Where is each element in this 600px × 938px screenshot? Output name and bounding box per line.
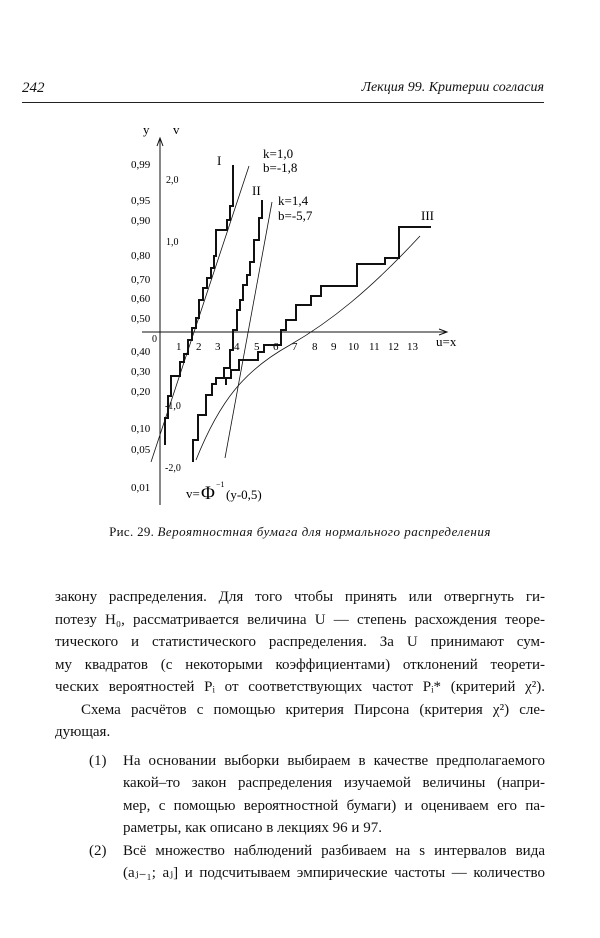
formula-v: v= bbox=[186, 486, 200, 501]
curve-II-label: II bbox=[252, 183, 261, 198]
x-ticks bbox=[176, 341, 419, 353]
x-tick: 5 bbox=[254, 341, 260, 353]
probability-paper-figure bbox=[0, 110, 600, 520]
paragraph-line: тического и статистического распределения. За U принимают сум- bbox=[55, 634, 545, 650]
y-tick: 0,70 bbox=[131, 274, 151, 286]
y-tick: 0,95 bbox=[131, 195, 151, 207]
x-tick: 7 bbox=[292, 341, 298, 353]
list-item-line: мер, с помощью вероятностной бумаги) и оцениваем его па- bbox=[123, 797, 545, 814]
y-tick: 0,05 bbox=[131, 444, 151, 456]
list-item-number: (2) bbox=[89, 842, 107, 859]
y-tick: 0,30 bbox=[131, 366, 151, 378]
list-item-line: На основании выборки выбираем в качестве предполагаемого bbox=[123, 752, 545, 769]
formula-exponent: −1 bbox=[216, 480, 225, 489]
curve-II-b: b=-5,7 bbox=[278, 208, 313, 223]
axis-u-label: u=x bbox=[436, 334, 457, 349]
step-curve-II bbox=[193, 200, 262, 462]
x-tick: 2 bbox=[196, 341, 202, 353]
curve-I-label: I bbox=[217, 153, 222, 168]
v-tick: -2,0 bbox=[165, 463, 181, 474]
y-ticks bbox=[131, 159, 151, 494]
y-tick: 0,60 bbox=[131, 293, 151, 305]
y-tick: 0,50 bbox=[131, 313, 151, 325]
paragraph-line: закону распределения. Для того чтобы принять или отвергнуть ги- bbox=[55, 589, 545, 605]
y-tick: 0,90 bbox=[131, 215, 151, 227]
running-header bbox=[0, 0, 600, 110]
y-tick: 0,10 bbox=[131, 423, 151, 435]
figure-caption bbox=[0, 524, 600, 540]
v-ticks bbox=[165, 175, 181, 474]
page-number: 242 bbox=[22, 80, 45, 96]
step-curve-III bbox=[226, 227, 431, 385]
list-item-line: (aⱼ₋₁; aⱼ] и подсчитываем эмпирические частоты — количество bbox=[123, 865, 545, 881]
v-tick: -1,0 bbox=[165, 401, 181, 412]
body-text bbox=[55, 586, 545, 885]
x-tick: 11 bbox=[369, 341, 380, 353]
x-tick: 3 bbox=[215, 341, 221, 353]
lecture-title: Лекция 99. Критерии согласия bbox=[361, 80, 544, 95]
x-tick: 8 bbox=[312, 341, 318, 353]
header-rule bbox=[22, 102, 544, 103]
list-item-line: какой–то закон распределения изучаемой величины (напри- bbox=[123, 775, 545, 791]
fit-curve-III bbox=[196, 236, 420, 460]
list-item-line: Всё множество наблюдений разбиваем на s интервалов вида bbox=[123, 842, 545, 859]
paragraph-line: ческих вероятностей Pᵢ от соответствующих частот Pᵢ* (критерий χ²). bbox=[55, 679, 545, 695]
curve-I-k: k=1,0 bbox=[263, 146, 294, 161]
x-tick: 13 bbox=[407, 341, 418, 353]
v-tick: 2,0 bbox=[166, 175, 179, 186]
curve-II-k: k=1,4 bbox=[278, 193, 309, 208]
x-tick: 1 bbox=[176, 341, 182, 353]
y-tick: 0,40 bbox=[131, 346, 151, 358]
x-tick: 4 bbox=[234, 341, 240, 353]
x-tick: 10 bbox=[348, 341, 359, 353]
formula-argument: (y-0,5) bbox=[226, 487, 262, 502]
curve-I-b: b=-1,8 bbox=[263, 160, 298, 175]
numbered-list bbox=[89, 750, 545, 885]
y-tick: 0,99 bbox=[131, 159, 151, 171]
x-tick: 6 bbox=[273, 341, 279, 353]
axis-y-label: y bbox=[143, 122, 150, 137]
formula-phi: Φ bbox=[201, 483, 215, 504]
paragraph-line: потезу H₀, рассматривается величина U — степень расхождения теоре- bbox=[55, 611, 545, 628]
curve-III-label: III bbox=[421, 208, 434, 223]
list-item-line: раметры, как описано в лекциях 96 и 97. bbox=[123, 820, 382, 836]
paragraph-line: дующая. bbox=[55, 724, 111, 740]
v-tick: 1,0 bbox=[166, 237, 179, 248]
x-tick: 12 bbox=[388, 341, 399, 353]
origin-label: 0 bbox=[152, 334, 157, 345]
list-item bbox=[89, 840, 545, 885]
x-tick: 9 bbox=[331, 341, 337, 353]
y-tick: 0,80 bbox=[131, 250, 151, 262]
axis-v-label: v bbox=[173, 122, 180, 137]
paragraph-line: Схема расчётов с помощью критерия Пирсона (критерия χ²) сле- bbox=[81, 701, 545, 718]
y-tick: 0,20 bbox=[131, 386, 151, 398]
list-item bbox=[89, 750, 545, 840]
paragraph-line: му квадратов (с некоторыми коэффициентами) отклонений теорети- bbox=[55, 656, 545, 673]
caption-text: Вероятностная бумага для нормального распределения bbox=[157, 524, 491, 539]
list-item-number: (1) bbox=[89, 752, 107, 769]
caption-label: Рис. 29. bbox=[109, 524, 155, 539]
y-tick: 0,01 bbox=[131, 482, 151, 494]
